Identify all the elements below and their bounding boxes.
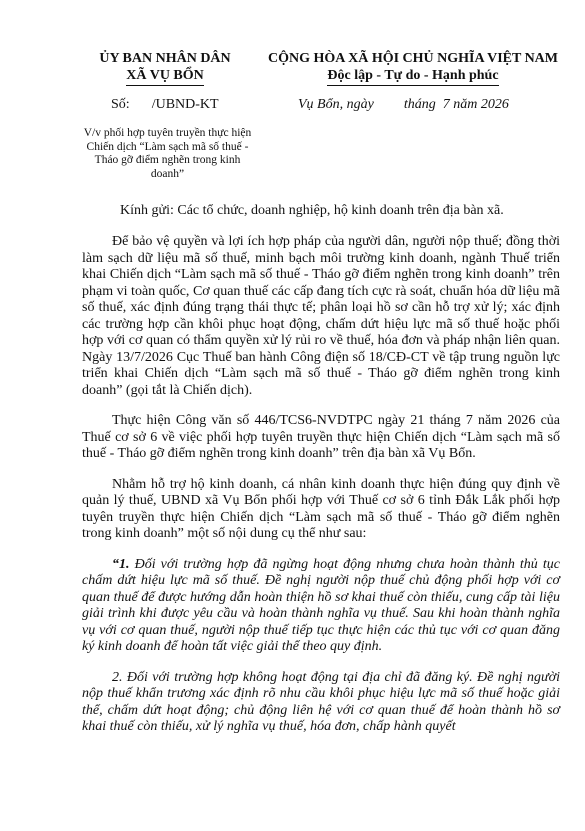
- recipient-line: Kính gửi: Các tổ chức, doanh nghiệp, hộ kinh doanh trên địa bàn xã.: [120, 203, 504, 218]
- date-month-year: tháng 7 năm 2026: [403, 97, 509, 112]
- national-title: CỘNG HÒA XÃ HỘI CHỦ NGHĨA VIỆT NAM: [267, 51, 558, 66]
- date-line: [298, 97, 509, 113]
- document-number-label: Số:: [111, 97, 130, 112]
- date-place: Vụ Bổn, ngày: [298, 97, 374, 112]
- national-motto: Độc lập - Tự do - Hạnh phúc: [327, 67, 498, 86]
- paragraph-2: Thực hiện Công văn số 446/TCS6-NVDTPC ngày 21 tháng 7 năm 2026 của Thuế cơ sở 6 về việc phối hợp tuyên truyền thực hiện Chiến dịch “Làm sạch mã số thuế - Tháo gỡ điểm nghẽn trong kinh doanh” trên địa bàn xã Vụ Bổn.: [82, 413, 560, 461]
- paragraph-4: “1. Đối với trường hợp đã ngừng hoạt động nhưng chưa hoàn thành thủ tục chấm dứt hiệu lực mã số thuế. Đề nghị người nộp thuế chủ động phối hợp với cơ quan thuế để được hướng dẫn hoàn thiện hồ sơ khai thuế còn thiếu, cung cấp tài liệu giải trình khi được yêu cầu và hoàn thành nghĩa vụ thuế. Sau khi hoàn thành nghĩa vụ với cơ quan thuế, người nộp thuế tiếp tục thực hiện các thủ tục với cơ quan đăng ký kinh doanh để hoàn tất việc giải thể theo quy định.: [82, 556, 560, 654]
- paragraph-1: Để bảo vệ quyền và lợi ích hợp pháp của người dân, người nộp thuế; đồng thời làm sạch dữ liệu mã số thuế, minh bạch môi trường kinh doanh, ngành Thuế triển khai Chiến dịch “Làm sạch mã số thuế - Tháo gỡ điểm nghẽn trong kinh doanh” trên phạm vi toàn quốc, Cơ quan thuế các cấp đang tích cực rà soát, chuẩn hóa dữ liệu mã số thuế, xác định đúng trạng thái thực tế; phân loại hồ sơ cần hỗ trợ xử lý; xác định các trường hợp cần khôi phục hoạt động, chấm dứt hiệu lực mã số thuế hoặc phối hợp với cơ quan có thẩm quyền xử lý rủi ro về thuế, hóa đơn và pháp nhận liên quan. Ngày 13/7/2026 Cục Thuế ban hành Công điện số 18/CĐ-CT về tập trung nguồn lực triển khai Chiến dịch “Làm sạch mã số thuế - Tháo gỡ điểm nghẽn trong kinh doanh” (gọi tắt là Chiến dịch).: [82, 234, 560, 398]
- national-header: [255, 50, 571, 86]
- paragraph-5: 2. Đối với trường hợp không hoạt động tại địa chỉ đã đăng ký. Đề nghị người nộp thuế khẩn trương xác định rõ nhu cầu khôi phục hiệu lực mã số thuế hoặc giải thể, chấm dứt hoạt động; chủ động liên hệ với cơ quan thuế để hoàn thành hồ sơ khai thuế còn thiếu, xử lý nghĩa vụ thuế, hóa đơn, chấp hành quyết: [82, 669, 560, 734]
- issuer-commune: XÃ VỤ BỔN: [126, 67, 204, 86]
- document-number: [111, 97, 219, 113]
- subject-line: V/v phối hợp tuyên truyền thực hiện Chiến dịch “Làm sạch mã số thuế - Tháo gỡ điểm nghẽn trong kinh doanh”: [83, 127, 252, 180]
- document-body: [82, 234, 560, 736]
- paragraph-3: Nhằm hỗ trợ hộ kinh doanh, cá nhân kinh doanh thực hiện đúng quy định về quản lý thuế, UBND xã Vụ Bổn phối hợp với Thuế cơ sở 6 tỉnh Đắk Lắk phối hợp tuyên truyền thực hiện Chiến dịch “Làm sạch mã số thuế - Tháo gỡ điểm nghẽn trong kinh doanh” một số nội dung cụ thể như sau:: [82, 476, 560, 541]
- issuer-block: [60, 50, 270, 86]
- issuer-name: ỦY BAN NHÂN DÂN: [99, 51, 231, 66]
- document-number-code: /UBND-KT: [151, 97, 219, 112]
- item-1-number: “1.: [112, 556, 130, 572]
